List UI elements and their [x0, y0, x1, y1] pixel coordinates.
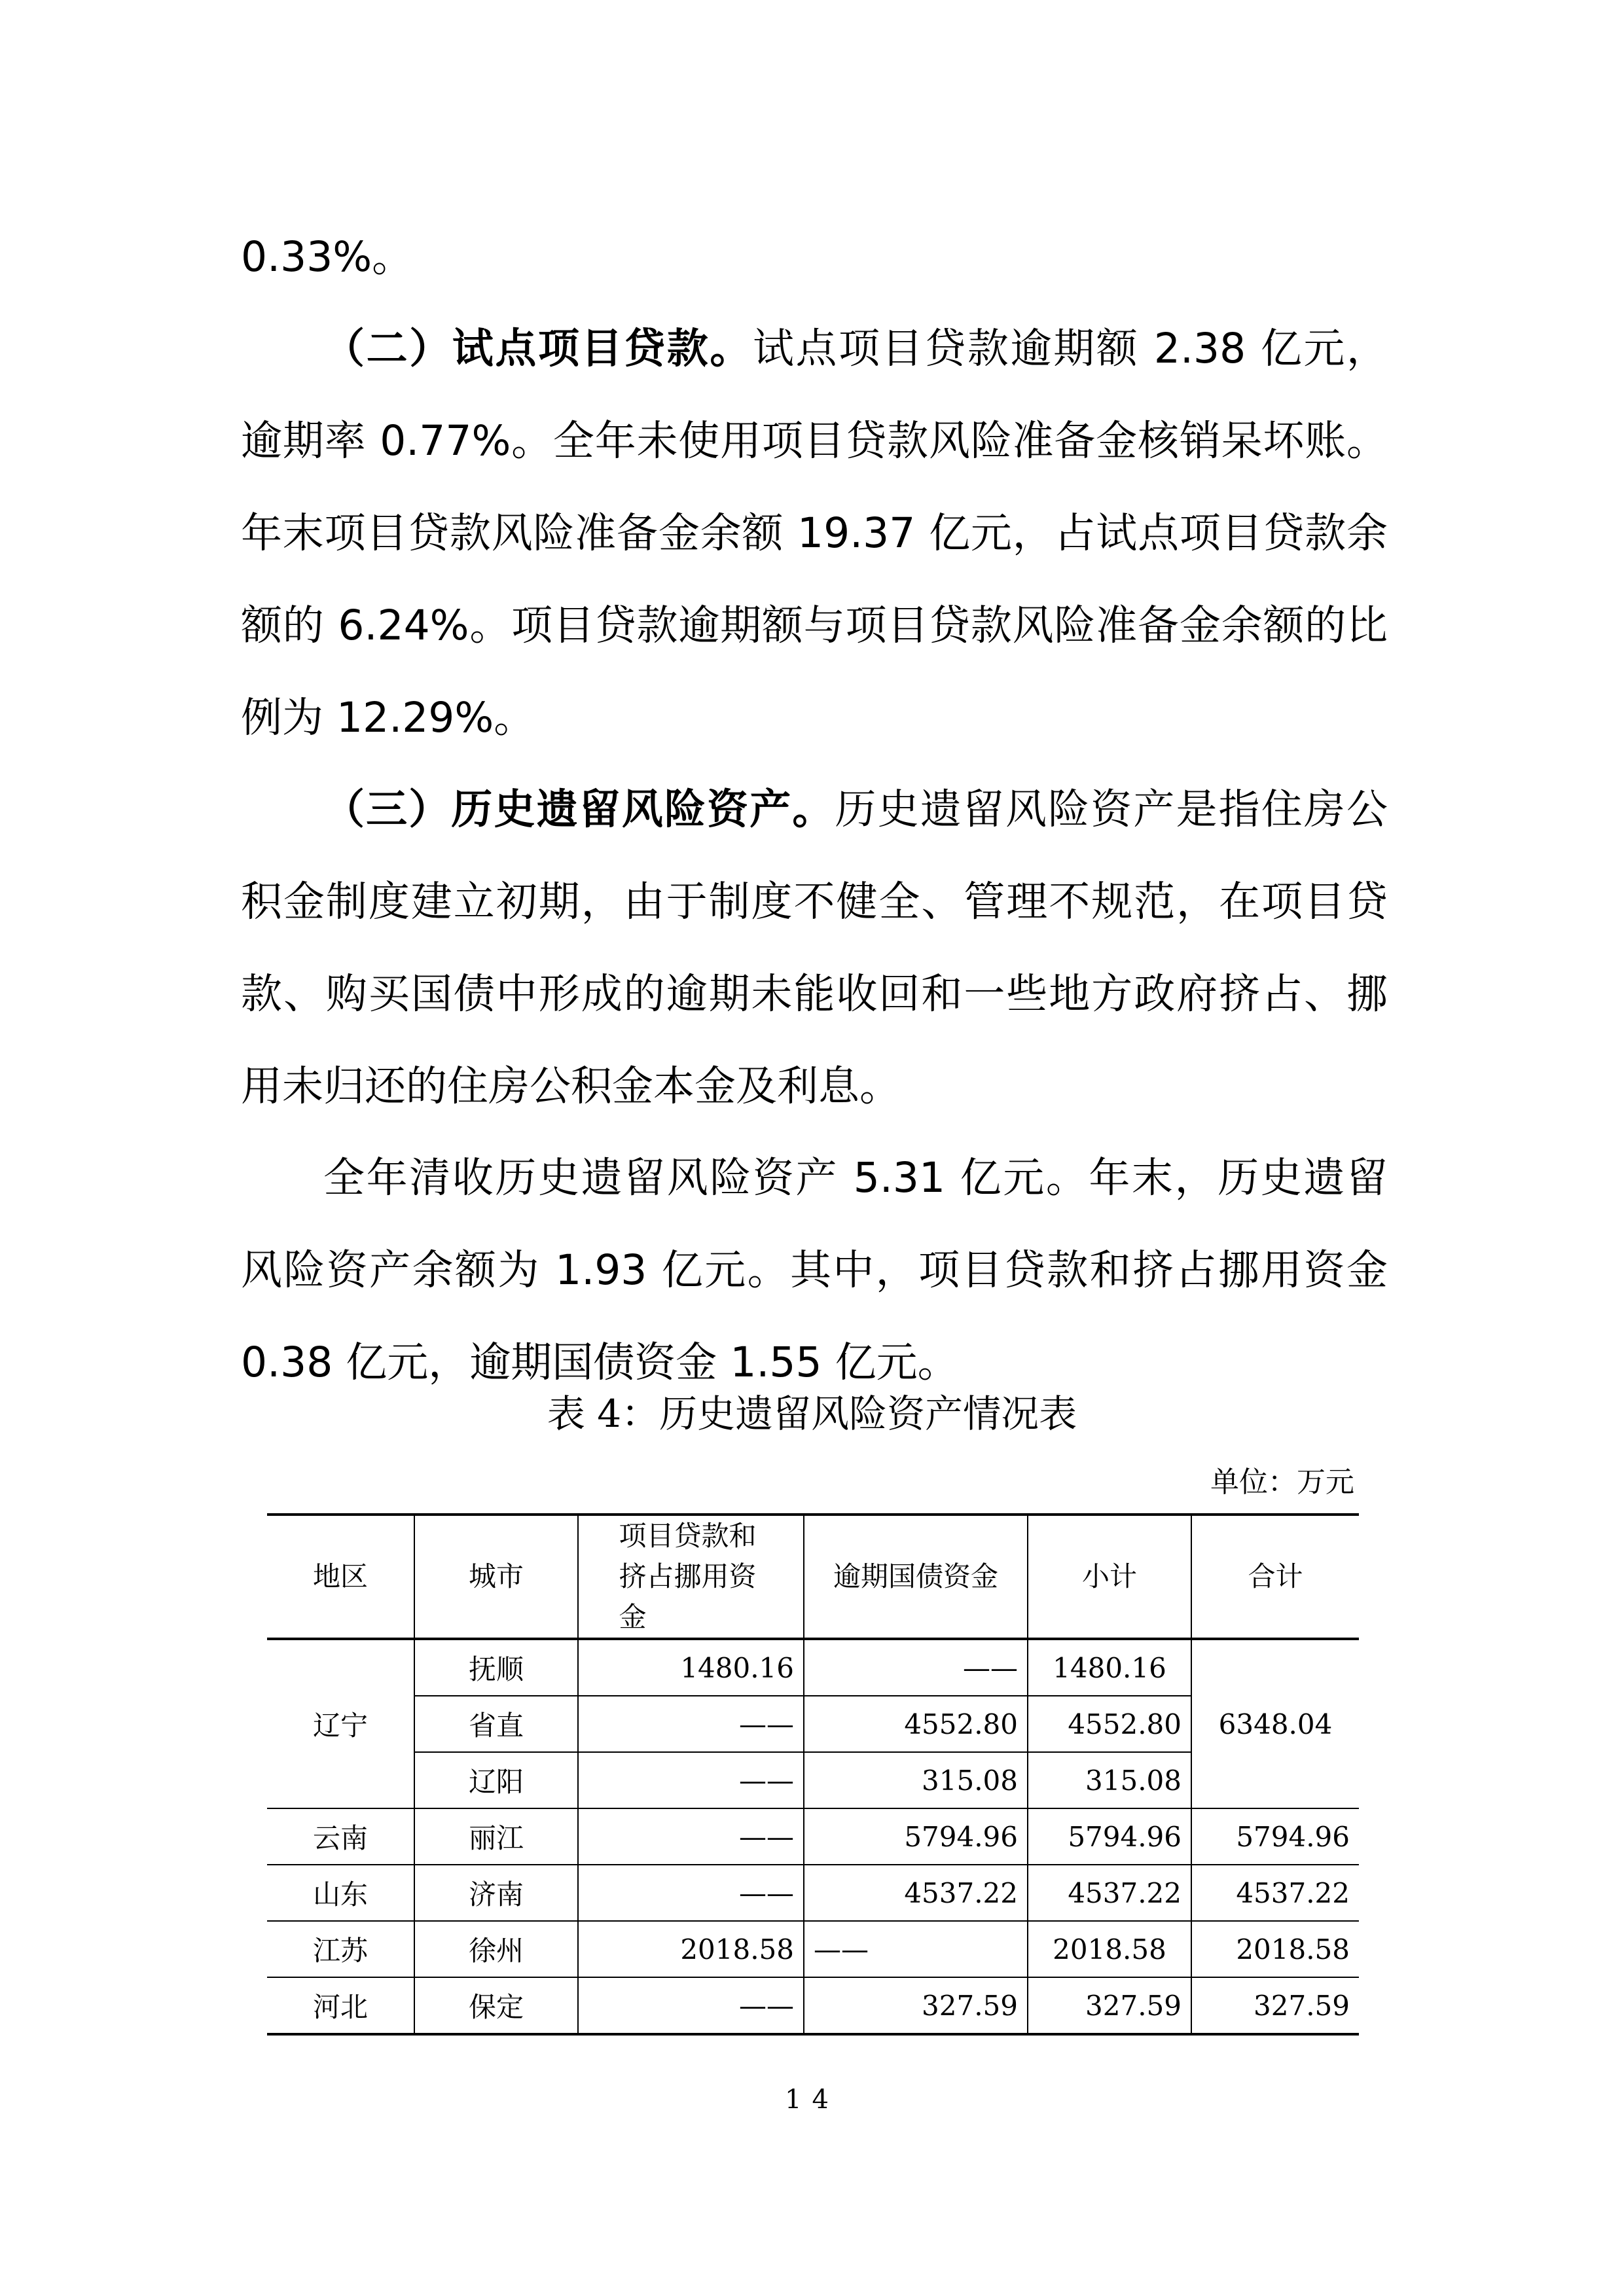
section-heading: （三）历史遗留风险资产。 — [323, 785, 835, 833]
cell-subtotal: 2018.58 — [1028, 1921, 1191, 1977]
table-unit: 单位：万元 — [1210, 1465, 1354, 1499]
cell-total: 2018.58 — [1191, 1921, 1359, 1977]
cell-city: 徐州 — [414, 1921, 578, 1977]
header-total: 合计 — [1191, 1515, 1359, 1639]
header-project-funds-text: 项目贷款和挤占挪用资金 — [619, 1520, 757, 1633]
table-title: 表 4：历史遗留风险资产情况表 — [547, 1391, 1077, 1436]
cell-total: 4537.22 — [1191, 1865, 1359, 1921]
paragraph-pilot-loans — [241, 302, 1388, 764]
cell-bond: 327.59 — [804, 1977, 1028, 2034]
paragraph-continuation — [241, 211, 1388, 303]
cell-bond: 315.08 — [804, 1752, 1028, 1808]
cell-project: 1480.16 — [578, 1639, 804, 1696]
section-heading: （二）试点项目贷款。 — [323, 325, 753, 372]
legacy-risk-asset-table — [267, 1513, 1359, 2036]
cell-city: 保定 — [414, 1977, 578, 2034]
paragraph-text: 试点项目贷款逾期额 2.38 亿元，逾期率 0.77%。全年未使用项目贷款风险准备金核销呆坏账。年末项目贷款风险准备金余额 19.37 亿元，占试点项目贷款余额的 6.24%。项目贷款逾期额与项目贷款风险准备金余额的比例为 12.29%。 — [241, 325, 1388, 742]
cell-bond: 4537.22 — [804, 1865, 1028, 1921]
page-number: 14 — [785, 2085, 839, 2115]
cell-project: —— — [578, 1696, 804, 1752]
table-row — [267, 1865, 1359, 1921]
table-row — [267, 1921, 1359, 1977]
paragraph-text: 全年清收历史遗留风险资产 5.31 亿元。年末，历史遗留风险资产余额为 1.93 亿元。其中，项目贷款和挤占挪用资金 0.38 亿元，逾期国债资金 1.55 亿元。 — [241, 1154, 1388, 1386]
header-city: 城市 — [414, 1515, 578, 1639]
cell-subtotal: 327.59 — [1028, 1977, 1191, 2034]
cell-bond: —— — [804, 1921, 1028, 1977]
cell-city: 辽阳 — [414, 1752, 578, 1808]
cell-total: 327.59 — [1191, 1977, 1359, 2034]
cell-project: —— — [578, 1752, 804, 1808]
cell-region: 辽宁 — [267, 1639, 414, 1808]
paragraph-text: 历史遗留风险资产是指住房公积金制度建立初期，由于制度不健全、管理不规范，在项目贷款、购买国债中形成的逾期未能收回和一些地方政府挤占、挪用未归还的住房公积金本金及利息。 — [241, 785, 1388, 1110]
cell-region: 江苏 — [267, 1921, 414, 1977]
cell-city: 省直 — [414, 1696, 578, 1752]
cell-bond: 5794.96 — [804, 1808, 1028, 1865]
paragraph-text: 0.33%。 — [241, 233, 414, 281]
cell-region: 河北 — [267, 1977, 414, 2034]
cell-subtotal: 1480.16 — [1028, 1639, 1191, 1696]
header-region: 地区 — [267, 1515, 414, 1639]
cell-total: 5794.96 — [1191, 1808, 1359, 1865]
cell-subtotal: 4552.80 — [1028, 1696, 1191, 1752]
cell-project: —— — [578, 1977, 804, 2034]
cell-subtotal: 5794.96 — [1028, 1808, 1191, 1865]
cell-region: 云南 — [267, 1808, 414, 1865]
cell-city: 抚顺 — [414, 1639, 578, 1696]
cell-bond: —— — [804, 1639, 1028, 1696]
header-project-funds — [578, 1515, 804, 1639]
cell-total: 6348.04 — [1191, 1639, 1359, 1808]
table-row — [267, 1639, 1359, 1696]
header-overdue-bonds: 逾期国债资金 — [804, 1515, 1028, 1639]
cell-project: 2018.58 — [578, 1921, 804, 1977]
paragraph-recovery — [241, 1132, 1388, 1408]
cell-project: —— — [578, 1865, 804, 1921]
cell-region: 山东 — [267, 1865, 414, 1921]
table-row — [267, 1977, 1359, 2034]
cell-project: —— — [578, 1808, 804, 1865]
header-subtotal: 小计 — [1028, 1515, 1191, 1639]
cell-city: 丽江 — [414, 1808, 578, 1865]
cell-city: 济南 — [414, 1865, 578, 1921]
paragraph-legacy-assets — [241, 763, 1388, 1132]
cell-bond: 4552.80 — [804, 1696, 1028, 1752]
table-row — [267, 1808, 1359, 1865]
cell-subtotal: 4537.22 — [1028, 1865, 1191, 1921]
table-header-row — [267, 1515, 1359, 1639]
cell-subtotal: 315.08 — [1028, 1752, 1191, 1808]
